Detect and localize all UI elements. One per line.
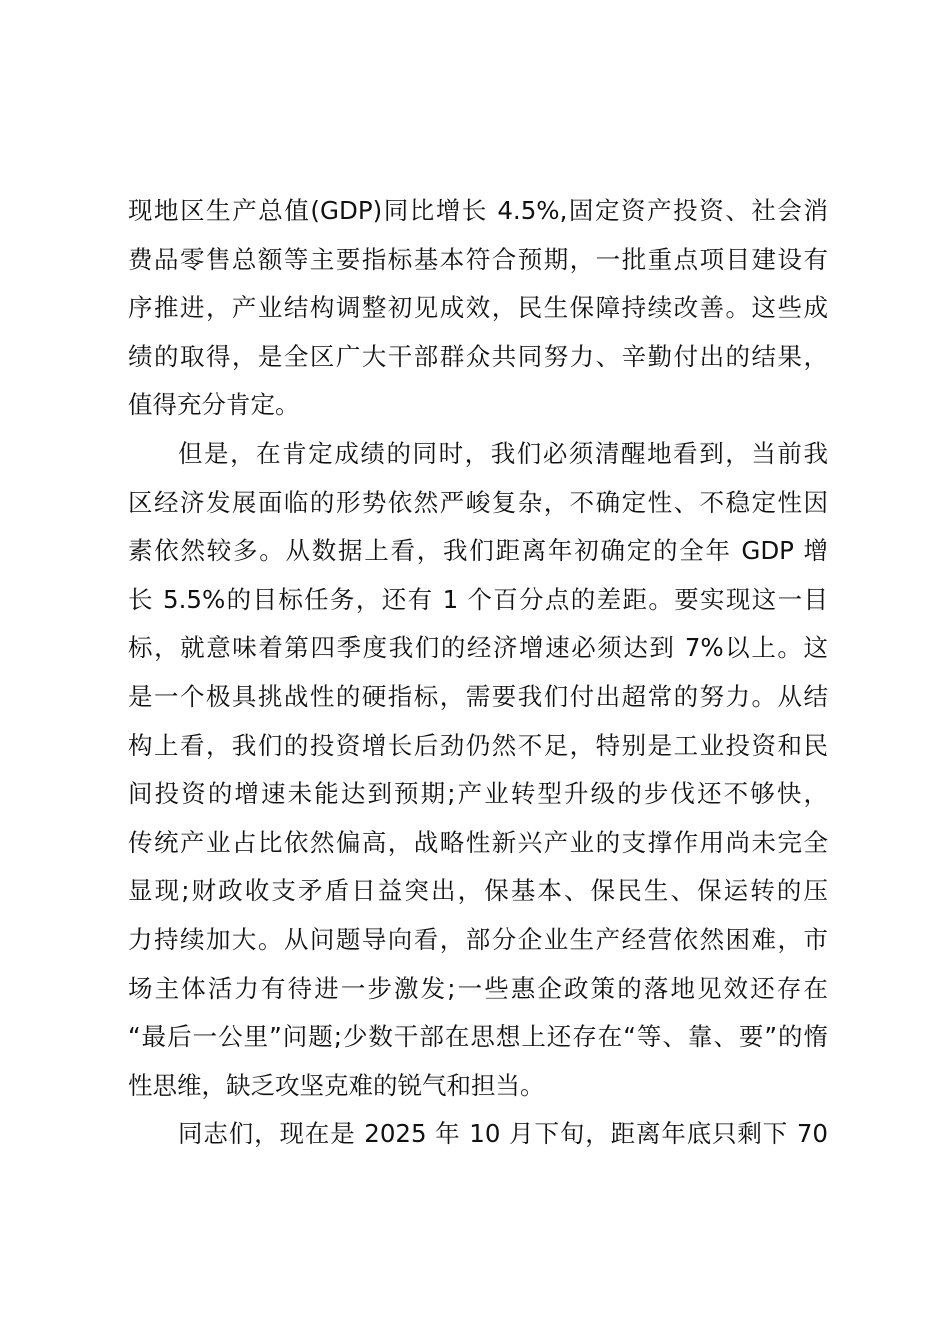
paragraph-1-line-5: 值得充分肯定。 <box>128 390 300 420</box>
paragraph-2-line-4: 长 5.5%的目标任务，还有 1 个百分点的差距。要实现这一目 <box>128 584 828 614</box>
paragraph-2-line-7: 构上看，我们的投资增长后劲仍然不足，特别是工业投资和民 <box>128 730 828 760</box>
paragraph-2-line-1: 但是，在肯定成绩的同时，我们必须清醒地看到，当前我 <box>178 438 828 468</box>
paragraph-2-line-12: 场主体活力有待进一步激发;一些惠企政策的落地见效还存在 <box>128 973 828 1003</box>
paragraph-1-line-1: 现地区生产总值(GDP)同比增长 4.5%,固定资产投资、社会消 <box>128 196 828 225</box>
paragraph-1-line-3: 序推进，产业结构调整初见成效，民生保障持续改善。这些成 <box>128 293 828 323</box>
body-text <box>128 187 828 1159</box>
paragraph-2-line-8: 间投资的增速未能达到预期;产业转型升级的步伐还不够快， <box>128 779 828 809</box>
paragraph-2-line-5: 标，就意味着第四季度我们的经济增速必须达到 7%以上。这 <box>128 633 828 663</box>
paragraph-2-line-11: 力持续加大。从问题导向看，部分企业生产经营依然困难，市 <box>128 924 828 954</box>
paragraph-2-line-14: 性思维，缺乏攻坚克难的锐气和担当。 <box>128 1070 545 1100</box>
paragraph-3-line-1: 同志们，现在是 2025 年 10 月下旬，距离年底只剩下 70 <box>178 1119 828 1149</box>
paragraph-1-line-4: 绩的取得，是全区广大干部群众共同努力、辛勤付出的结果， <box>128 341 828 371</box>
paragraph-2-line-13: “最后一公里”问题;少数干部在思想上还存在“等、靠、要”的惰 <box>128 1022 828 1052</box>
paragraph-2-line-6: 是一个极具挑战性的硬指标，需要我们付出超常的努力。从结 <box>128 681 828 711</box>
paragraph-2-line-3: 素依然较多。从数据上看，我们距离年初确定的全年 GDP 增 <box>128 536 828 566</box>
paragraph-2-line-9: 传统产业占比依然偏高，战略性新兴产业的支撑作用尚未完全 <box>128 827 828 857</box>
paragraph-2-line-2: 区经济发展面临的形势依然严峻复杂，不确定性、不稳定性因 <box>128 487 828 517</box>
paragraph-2-line-10: 显现;财政收支矛盾日益突出，保基本、保民生、保运转的压 <box>128 876 828 906</box>
paragraph-1-line-2: 费品零售总额等主要指标基本符合预期，一批重点项目建设有 <box>128 244 828 274</box>
